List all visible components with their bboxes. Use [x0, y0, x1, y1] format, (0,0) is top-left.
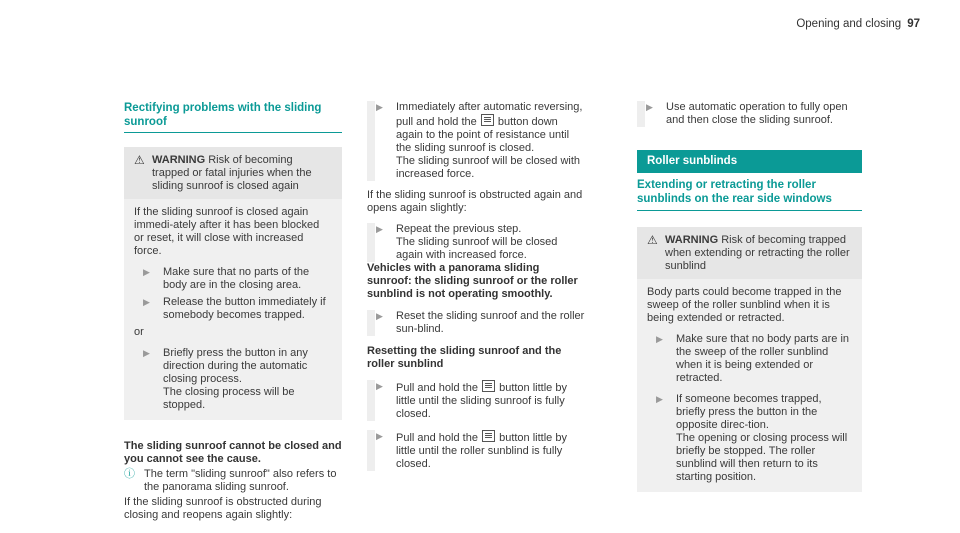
or-text: or [134, 326, 144, 338]
step-text: Pull and hold the [396, 382, 478, 394]
step-text: button down again to the point of resistance until the sliding sunroof is closed. [396, 116, 570, 154]
step-result: The opening or closing process will briefly be stopped. The roller sunblind will then return to its starting position. [676, 432, 848, 483]
warning-text: Body parts could become trapped in the sweep of the roller sunblind when it is being extended or retracted. [647, 286, 842, 324]
sunroof-button-icon [482, 380, 495, 392]
sunroof-button-icon [481, 114, 494, 126]
warning-text: If the sliding sunroof is closed again immedi-ately after it has been blocked or reset, it will close with increased force. [134, 206, 320, 257]
warning-label: WARNING [665, 234, 719, 246]
warning-triangle-icon: ⚠ [134, 153, 145, 167]
arrow-icon: ▶ [656, 334, 663, 344]
arrow-icon: ▶ [376, 224, 383, 234]
sunroof-button-icon [482, 430, 495, 442]
warning-box [637, 227, 862, 492]
warning-header [124, 147, 342, 199]
warning-triangle-icon: ⚠ [647, 233, 658, 247]
warning-body [637, 279, 862, 492]
subheading: Resetting the sliding sunroof and the roller sunblind [367, 345, 562, 370]
section-name: Opening and closing [796, 18, 902, 30]
step-text: button little by little until the sliding sunroof is fully closed. [396, 382, 567, 420]
step-text: Pull and hold the [396, 432, 478, 444]
list-item [367, 101, 585, 181]
step-text: Make sure that no body parts are in the sweep of the roller sunblind when it is being extended or retracted. [676, 333, 850, 384]
section-title: Rectifying problems with the sliding sunroof [124, 101, 342, 133]
step-result: The closing process will be stopped. [163, 386, 295, 411]
warning-head-text: Risk of becoming trapped or fatal injuries when the sliding sunroof is closed again [152, 154, 312, 192]
paragraph: If the sliding sunroof is obstructed again and opens again slightly: [367, 189, 583, 214]
arrow-icon: ▶ [376, 102, 383, 112]
step-text: button little by little until the roller sunblind is fully closed. [396, 432, 567, 470]
list-item [647, 393, 852, 484]
step-text: Use automatic operation to fully open and then close the sliding sunroof. [666, 101, 848, 126]
step-result: The sliding sunroof will be closed again with increased force. [396, 236, 558, 261]
list-item [134, 347, 332, 412]
arrow-icon: ▶ [376, 431, 383, 441]
step-text: Immediately after automatic reversing, pull and hold the [396, 101, 583, 128]
arrow-icon: ▶ [656, 394, 663, 404]
note [124, 468, 342, 494]
step-result: The sliding sunroof will be closed with increased force. [396, 155, 581, 180]
list-item [367, 380, 585, 421]
list-item [637, 101, 862, 127]
warning-box [124, 147, 342, 420]
page-header [796, 18, 920, 31]
page-number: 97 [907, 18, 920, 30]
column-2 [367, 101, 585, 471]
step-text: Briefly press the button in any direction during the automatic closing process. [163, 347, 308, 385]
step-text: Repeat the previous step. [396, 223, 522, 235]
step-text: Reset the sliding sunroof and the roller sun-blind. [396, 310, 585, 335]
subheading: The sliding sunroof cannot be closed and you cannot see the cause. [124, 440, 342, 465]
arrow-icon: ▶ [646, 102, 653, 112]
arrow-icon: ▶ [143, 348, 150, 358]
subheading: Vehicles with a panorama sliding sunroof: the sliding sunroof or the roller sunblind is not operating smoothly. [367, 262, 578, 300]
list-item [367, 223, 585, 262]
note-text: The term "sliding sunroof" also refers to the panorama sliding sunroof. [144, 468, 337, 493]
step-text: Release the button immediately if somebody becomes trapped. [163, 296, 326, 321]
warning-header [637, 227, 862, 279]
list-item [647, 333, 852, 385]
warning-head-text: Risk of becoming trapped when extending or retracting the roller sunblind [665, 234, 850, 272]
warning-label: WARNING [152, 154, 206, 166]
section-subtitle: Extending or retracting the roller sunblinds on the rear side windows [637, 178, 862, 211]
warning-body [124, 199, 342, 420]
step-text: If someone becomes trapped, briefly press the button in the opposite direc-tion. [676, 393, 822, 431]
arrow-icon: ▶ [143, 267, 150, 277]
arrow-icon: ▶ [376, 311, 383, 321]
paragraph: If the sliding sunroof is obstructed during closing and reopens again slightly: [124, 496, 322, 521]
list-item [367, 310, 585, 336]
list-item [367, 430, 585, 471]
column-1 [124, 101, 342, 522]
arrow-icon: ▶ [376, 381, 383, 391]
list-item [134, 296, 332, 322]
step-text: Make sure that no parts of the body are in the closing area. [163, 266, 310, 291]
section-banner: Roller sunblinds [637, 150, 862, 173]
arrow-icon: ▶ [143, 297, 150, 307]
list-item [134, 266, 332, 292]
info-icon: ⓘ [124, 468, 135, 480]
column-3 [637, 101, 862, 492]
